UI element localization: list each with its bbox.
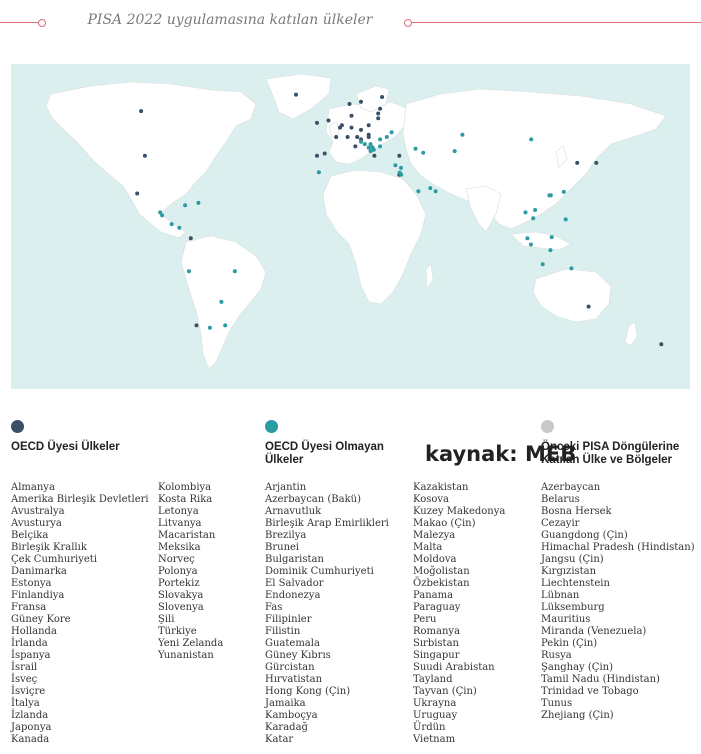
oecd-country-item: Çek Cumhuriyeti [11,554,98,565]
non-oecd-country-marker [531,216,535,220]
non-oecd-country-marker [548,248,552,252]
non-oecd-country-marker [378,144,382,148]
non-oecd-country-marker [196,201,200,205]
non-oecd-country-marker [529,137,533,141]
oecd-country-marker [355,135,359,139]
oecd-country-marker [380,95,384,99]
non-oecd-country-marker [399,166,403,170]
page-header [0,8,701,38]
source-label: kaynak: MEB [425,442,577,466]
non-oecd-country-item: Bulgaristan [265,554,324,565]
non-oecd-country-marker [434,189,438,193]
oecd-country-item: Kanada [11,734,50,745]
non-oecd-list-col1 [265,482,389,746]
oecd-country-marker [587,305,591,309]
oecd-country-item: İsveç [11,674,38,685]
non-oecd-country-item: Jamaika [265,698,306,709]
non-oecd-country-item: Malezya [413,530,456,541]
non-oecd-country-item: Uruguay [413,710,458,721]
legend-non-oecd-dot [265,420,278,433]
previous-country-item: Kırgızistan [541,566,597,577]
landmass-africa [323,170,426,304]
oecd-country-marker [359,100,363,104]
non-oecd-country-item: Makao (Çin) [413,518,476,529]
non-oecd-country-item: Peru [413,614,437,625]
non-oecd-country-marker [460,133,464,137]
landmass-north-america [46,82,256,238]
oecd-country-marker [189,236,193,240]
non-oecd-country-marker [550,235,554,239]
non-oecd-country-marker [390,130,394,134]
non-oecd-country-item: Fas [265,602,283,613]
non-oecd-country-marker [208,326,212,330]
previous-country-item: Azerbaycan [541,482,601,493]
oecd-country-item: Letonya [158,506,199,517]
oecd-country-item: İzlanda [11,710,49,721]
non-oecd-country-item: Kuzey Makedonya [413,506,506,517]
non-oecd-country-item: Hong Kong (Çin) [265,686,351,697]
oecd-country-item: Türkiye [158,626,197,637]
oecd-country-marker [139,109,143,113]
non-oecd-country-marker [533,208,537,212]
previous-country-item: Şanghay (Çin) [541,662,613,673]
oecd-country-item: Danimarka [11,566,67,577]
oecd-country-item: Macaristan [158,530,216,541]
oecd-country-marker [575,161,579,165]
oecd-country-item: Portekiz [158,578,200,589]
landmass-south-america [181,236,266,369]
land-layer [46,74,666,369]
non-oecd-country-item: Guatemala [265,638,320,649]
non-oecd-country-marker [421,151,425,155]
oecd-country-item: İtalya [11,698,40,709]
legend-previous-dot [541,420,554,433]
non-oecd-country-marker [525,236,529,240]
previous-list-col1 [541,482,695,722]
non-oecd-country-marker [233,269,237,273]
previous-country-item: Lübnan [541,590,580,601]
non-oecd-country-item: Arjantin [265,482,307,493]
non-oecd-country-item: Vietnam [413,734,456,745]
oecd-country-marker [367,135,371,139]
previous-country-item: Pekin (Çin) [541,638,598,649]
previous-country-item: Miranda (Venezuela) [541,626,647,637]
non-oecd-country-item: Karadağ [265,722,308,733]
legend-oecd-dot [11,420,24,433]
oecd-country-marker [376,112,380,116]
oecd-country-item: Finlandiya [11,590,65,601]
previous-country-item: Lüksemburg [541,602,605,613]
header-rule-left [0,22,40,23]
header-ornament-right [404,19,412,27]
non-oecd-country-item: Filipinler [265,614,312,625]
non-oecd-country-marker [414,147,418,151]
non-oecd-country-item: Gürcistan [265,662,315,673]
non-oecd-country-item: Kosova [413,494,449,505]
oecd-country-marker [195,323,199,327]
oecd-country-item: Kolombiya [158,482,212,493]
previous-country-item: Rusya [541,650,572,661]
oecd-country-marker [315,154,319,158]
oecd-list-col2 [158,482,223,662]
non-oecd-country-item: Romanya [413,626,461,637]
non-oecd-country-item: Özbekistan [413,578,470,589]
previous-country-item: Trinidad ve Tobago [541,686,639,697]
oecd-country-item: İsviçre [11,686,46,697]
header-ornament-left [38,19,46,27]
oecd-country-item: Japonya [11,722,52,733]
oecd-country-item: Avusturya [11,518,62,529]
non-oecd-country-marker [359,140,363,144]
oecd-country-item: İsrail [11,662,38,673]
landmass-india [466,186,501,232]
non-oecd-country-marker [547,193,551,197]
non-oecd-country-marker [385,135,389,139]
non-oecd-country-marker [564,217,568,221]
oecd-country-marker [372,154,376,158]
world-map-svg [11,64,690,389]
oecd-country-marker [346,135,350,139]
non-oecd-country-marker [183,203,187,207]
oecd-country-item: İrlanda [11,638,48,649]
non-oecd-country-item: Hırvatistan [265,674,323,685]
oecd-country-marker [359,128,363,132]
legend-oecd-title: OECD Üyesi Ülkeler [11,441,120,453]
non-oecd-country-marker [529,243,533,247]
previous-country-item: Zhejiang (Çin) [541,710,614,721]
non-oecd-country-item: Paraguay [413,602,461,613]
non-oecd-country-marker [160,213,164,217]
previous-country-item: Tamil Nadu (Hindistan) [541,674,660,685]
non-oecd-country-item: Panama [413,590,454,601]
previous-country-item: Guangdong (Çin) [541,530,628,541]
oecd-country-marker [327,119,331,123]
non-oecd-country-marker [393,163,397,167]
non-oecd-country-marker [541,262,545,266]
oecd-country-item: Kosta Rika [158,494,213,505]
non-oecd-country-marker [187,269,191,273]
non-oecd-country-marker [223,323,227,327]
oecd-country-item: Polonya [158,566,198,577]
non-oecd-country-item: Birleşik Arap Emirlikleri [265,518,389,529]
oecd-country-marker [348,102,352,106]
oecd-country-marker [334,135,338,139]
oecd-country-marker [659,342,663,346]
oecd-country-marker [135,192,139,196]
previous-country-item: Bosna Hersek [541,506,612,517]
oecd-country-item: Yeni Zelanda [158,638,224,649]
oecd-country-item: Meksika [158,542,201,553]
previous-country-item: Tunus [541,698,573,709]
non-oecd-country-item: Moğolistan [413,566,470,577]
non-oecd-country-marker [369,149,373,153]
oecd-country-item: Amerika Birleşik Devletleri [11,494,149,505]
oecd-country-marker [397,154,401,158]
oecd-country-item: Slovenya [158,602,204,613]
landmass-se-asia [511,232,571,250]
non-oecd-list-col2 [413,482,505,746]
oecd-country-item: Şili [158,614,175,625]
oecd-country-marker [353,144,357,148]
non-oecd-country-item: Sırbistan [413,638,459,649]
previous-country-item: Belarus [541,494,580,505]
non-oecd-country-item: Endonezya [265,590,321,601]
oecd-country-marker [378,107,382,111]
non-oecd-country-item: El Salvador [265,578,324,589]
oecd-country-marker [143,154,147,158]
non-oecd-country-marker [428,186,432,190]
oecd-country-marker [350,114,354,118]
non-oecd-country-item: Tayland [413,674,453,685]
non-oecd-country-item: Azerbaycan (Bakü) [265,494,361,505]
legend-non-oecd-title: OECD Üyesi Olmayan Ülkeler [265,441,384,466]
non-oecd-country-item: Singapur [413,650,460,661]
non-oecd-country-item: Suudi Arabistan [413,662,495,673]
oecd-country-item: Norveç [158,554,195,565]
non-oecd-country-item: Ürdün [413,722,446,733]
page-title: PISA 2022 uygulamasına katılan ülkeler [87,12,373,28]
landmass-asia [403,89,666,229]
oecd-country-item: Yunanistan [158,650,214,661]
non-oecd-country-marker [378,137,382,141]
oecd-country-item: Hollanda [11,626,57,637]
non-oecd-country-item: Kazakistan [413,482,469,493]
non-oecd-country-item: Güney Kıbrıs [265,650,331,661]
legend-previous-title: Önceki PISA Döngülerine Katılan Ülke ve Bölgeler [541,441,680,466]
landmass-new-zealand [625,322,637,346]
oecd-country-item: Birleşik Krallık [11,542,87,553]
landmass-greenland [266,74,331,119]
non-oecd-country-item: Filistin [265,626,301,637]
previous-country-item: Himachal Pradesh (Hindistan) [541,542,695,553]
oecd-country-marker [294,93,298,97]
header-rule-right [412,22,701,23]
legend-previous [541,420,701,467]
non-oecd-country-marker [170,222,174,226]
oecd-country-marker [594,161,598,165]
oecd-country-item: Slovakya [158,590,204,601]
legend-non-oecd [265,420,405,467]
oecd-country-marker [350,126,354,130]
non-oecd-country-item: Malta [413,542,443,553]
oecd-country-marker [315,121,319,125]
previous-country-item: Jangsu (Çin) [541,554,604,565]
previous-country-item: Liechtenstein [541,578,610,589]
oecd-country-marker [376,116,380,120]
oecd-country-marker [340,123,344,127]
oecd-country-item: İspanya [11,650,51,661]
legend-oecd [11,420,120,454]
oecd-country-marker [323,152,327,156]
non-oecd-country-item: Ukrayna [413,698,457,709]
non-oecd-country-marker [524,210,528,214]
non-oecd-country-marker [416,189,420,193]
oecd-country-item: Avustralya [11,506,65,517]
non-oecd-country-item: Arnavutluk [265,506,322,517]
non-oecd-country-item: Brunei [265,542,300,553]
oecd-country-marker [367,123,371,127]
non-oecd-country-item: Dominik Cumhuriyeti [265,566,374,577]
oecd-country-item: Güney Kore [11,614,71,625]
non-oecd-country-item: Brezilya [265,530,307,541]
landmass-madagascar [426,264,433,289]
non-oecd-country-marker [398,171,402,175]
non-oecd-country-item: Kamboçya [265,710,318,721]
non-oecd-country-marker [219,300,223,304]
previous-country-item: Mauritius [541,614,591,625]
oecd-list-col1 [11,482,149,746]
non-oecd-country-item: Moldova [413,554,457,565]
oecd-country-item: Estonya [11,578,52,589]
landmass-australia [533,269,611,322]
oecd-country-item: Almanya [11,482,55,493]
non-oecd-country-marker [367,146,371,150]
oecd-country-item: Belçika [11,530,49,541]
previous-country-item: Cezayir [541,518,580,529]
non-oecd-country-marker [363,142,367,146]
oecd-country-item: Litvanya [158,518,202,529]
non-oecd-country-item: Katar [265,734,294,745]
non-oecd-country-item: Tayvan (Çin) [413,686,477,697]
non-oecd-country-marker [569,266,573,270]
oecd-country-item: Fransa [11,602,47,613]
non-oecd-country-marker [177,226,181,230]
non-oecd-country-marker [453,149,457,153]
non-oecd-country-marker [317,170,321,174]
non-oecd-country-marker [562,190,566,194]
